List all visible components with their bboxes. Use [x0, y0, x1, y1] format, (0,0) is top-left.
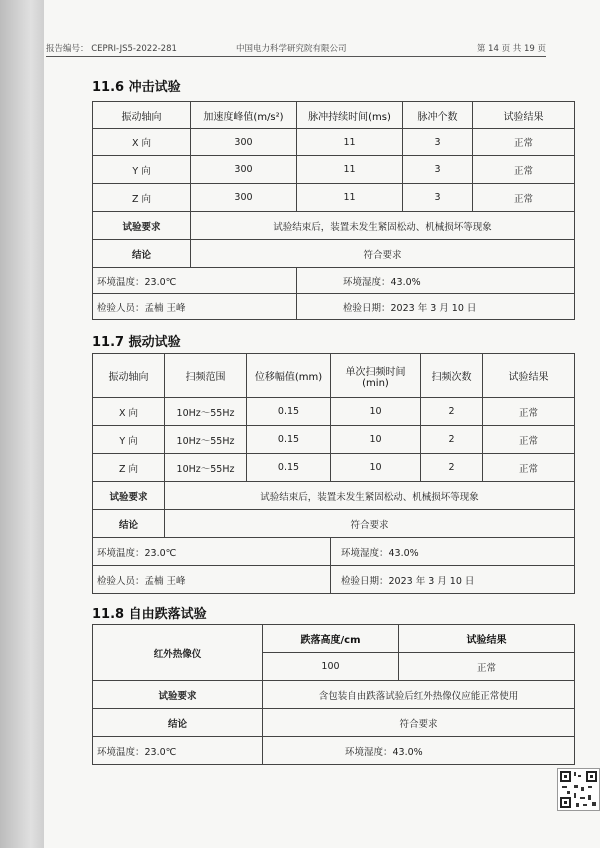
inspectors: 检验人员：孟楠 王峰 [93, 294, 297, 320]
table-cell: 11 [297, 156, 403, 184]
inspectors: 检验人员：孟楠 王峰 [93, 566, 331, 594]
table-cell: 11 [297, 184, 403, 212]
table-row [93, 426, 575, 454]
column-header: 脉冲持续时间(ms) [297, 102, 403, 129]
conclusion-row [93, 709, 575, 737]
table-cell: Y 向 [93, 156, 191, 184]
environment-row [93, 737, 575, 765]
binding-spine [0, 0, 44, 848]
ambient-temperature: 环境温度：23.0℃ [93, 268, 297, 294]
column-header: 试验结果 [473, 102, 575, 129]
requirement-text: 试验结束后，装置未发生紧固松动、机械损坏等现象 [191, 212, 575, 240]
table-cell: 3 [403, 184, 473, 212]
drop-height-value: 100 [263, 653, 399, 681]
requirement-label: 试验要求 [93, 212, 191, 240]
column-header: 位移幅值(mm) [247, 354, 331, 398]
organization-name: 中国电力科学研究院有限公司 [236, 44, 347, 54]
device-name: 红外热像仪 [93, 625, 263, 681]
table-cell: 2 [421, 426, 483, 454]
ambient-humidity: 环境湿度：43.0% [297, 268, 575, 294]
table-row [93, 454, 575, 482]
column-header: 脉冲个数 [403, 102, 473, 129]
conclusion-label: 结论 [93, 709, 263, 737]
table-cell: 300 [191, 129, 297, 156]
column-header: 试验结果 [483, 354, 575, 398]
table-cell: 11 [297, 129, 403, 156]
table-cell: 300 [191, 184, 297, 212]
column-header: 振动轴向 [93, 102, 191, 129]
table-header-row [93, 102, 575, 129]
column-header: 跌落高度/cm [263, 625, 399, 653]
conclusion-text: 符合要求 [191, 240, 575, 268]
table-cell: 0.15 [247, 426, 331, 454]
table-cell: Z 向 [93, 184, 191, 212]
table-cell: 正常 [473, 129, 575, 156]
environment-row [93, 268, 575, 294]
table-row [93, 184, 575, 212]
table-cell: 0.15 [247, 398, 331, 426]
table-cell: 正常 [473, 156, 575, 184]
table-cell: 300 [191, 156, 297, 184]
drop-test-table [92, 624, 575, 765]
drop-result-value: 正常 [399, 653, 575, 681]
inspection-date: 检验日期：2023 年 3 月 10 日 [331, 566, 575, 594]
conclusion-label: 结论 [93, 510, 165, 538]
section-title-impact: 11.6 冲击试验 [92, 80, 181, 95]
table-cell: X 向 [93, 398, 165, 426]
impact-test-table [92, 101, 575, 320]
ambient-temperature: 环境温度：23.0℃ [93, 737, 263, 765]
column-header: 试验结果 [399, 625, 575, 653]
column-header: 单次扫频时间 (min) [331, 354, 421, 398]
requirement-label: 试验要求 [93, 482, 165, 510]
conclusion-label: 结论 [93, 240, 191, 268]
table-cell: 3 [403, 129, 473, 156]
section-title-drop: 11.8 自由跌落试验 [92, 607, 207, 622]
conclusion-text: 符合要求 [263, 709, 575, 737]
table-cell: 10 [331, 454, 421, 482]
ambient-temperature: 环境温度：23.0℃ [93, 538, 331, 566]
qr-code [557, 768, 600, 811]
table-row [93, 129, 575, 156]
table-cell: 正常 [483, 426, 575, 454]
table-row [93, 156, 575, 184]
table-cell: 3 [403, 156, 473, 184]
table-cell: 10Hz～55Hz [165, 426, 247, 454]
column-header: 扫频范围 [165, 354, 247, 398]
column-header: 加速度峰值(m/s²) [191, 102, 297, 129]
table-cell: 10Hz～55Hz [165, 398, 247, 426]
requirement-row [93, 681, 575, 709]
inspection-date: 检验日期：2023 年 3 月 10 日 [297, 294, 575, 320]
vibration-test-table [92, 353, 575, 594]
ambient-humidity: 环境湿度：43.0% [331, 538, 575, 566]
conclusion-row [93, 510, 575, 538]
conclusion-text: 符合要求 [165, 510, 575, 538]
table-header-row [93, 625, 575, 653]
inspector-row [93, 566, 575, 594]
column-header: 振动轴向 [93, 354, 165, 398]
report-number: 报告编号： CEPRI-JS5-2022-281 [46, 44, 177, 54]
column-header: 扫频次数 [421, 354, 483, 398]
requirement-row [93, 482, 575, 510]
environment-row [93, 538, 575, 566]
table-cell: Z 向 [93, 454, 165, 482]
table-header-row [93, 354, 575, 398]
page-number: 第 14 页 共 19 页 [476, 44, 546, 54]
table-cell: 2 [421, 454, 483, 482]
conclusion-row [93, 240, 575, 268]
table-cell: 正常 [483, 398, 575, 426]
requirement-label: 试验要求 [93, 681, 263, 709]
table-cell: 正常 [473, 184, 575, 212]
table-row [93, 398, 575, 426]
table-cell: 正常 [483, 454, 575, 482]
page-header [46, 40, 546, 57]
table-cell: X 向 [93, 129, 191, 156]
section-title-vibration: 11.7 振动试验 [92, 335, 181, 350]
ambient-humidity: 环境湿度：43.0% [263, 737, 575, 765]
table-cell: Y 向 [93, 426, 165, 454]
requirement-row [93, 212, 575, 240]
table-cell: 10 [331, 426, 421, 454]
table-cell: 10 [331, 398, 421, 426]
table-cell: 10Hz～55Hz [165, 454, 247, 482]
table-cell: 0.15 [247, 454, 331, 482]
inspector-row [93, 294, 575, 320]
table-cell: 2 [421, 398, 483, 426]
requirement-text: 试验结束后，装置未发生紧固松动、机械损坏等现象 [165, 482, 575, 510]
requirement-text: 含包装自由跌落试验后红外热像仪应能正常使用 [263, 681, 575, 709]
